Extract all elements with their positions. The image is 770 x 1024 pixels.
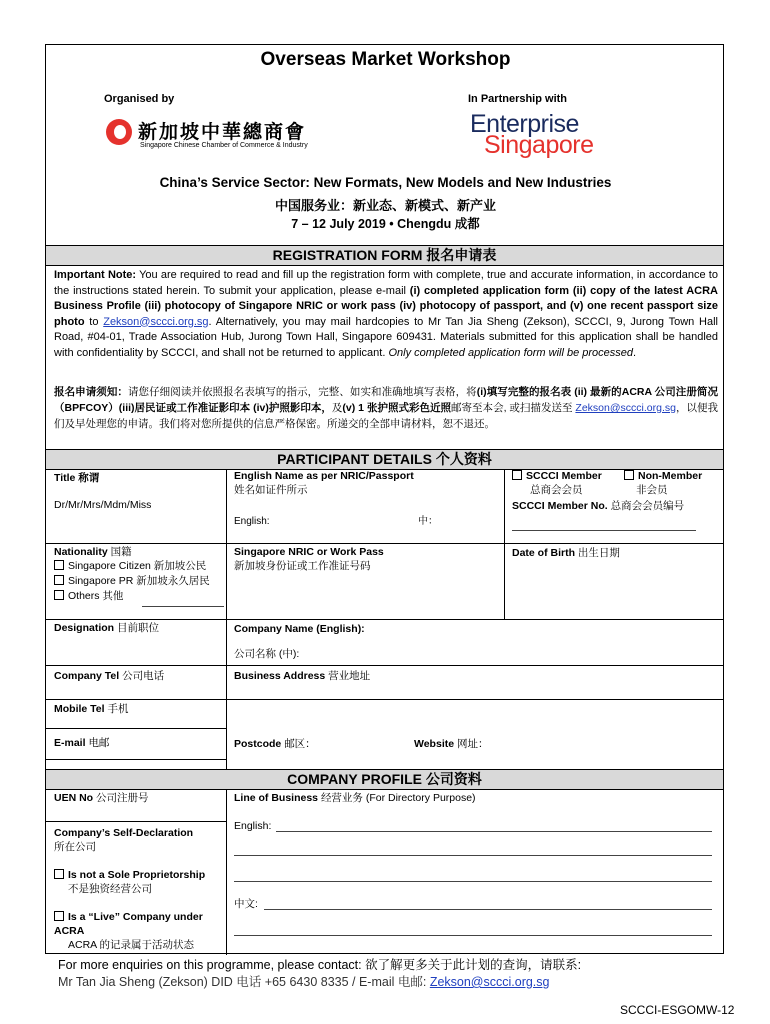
postcode-label: Postcode 邮区： (234, 738, 316, 750)
note-cn-label: 报名申请须知： (54, 386, 128, 398)
others-field[interactable] (142, 606, 224, 607)
footer-email-link[interactable]: Zekson@sccci.org.sg (429, 975, 550, 989)
citizen-checkbox[interactable]: Singapore Citizen 新加坡公民 (54, 559, 206, 573)
note-bold: (i) completed application form (ii) copy of the latest ACRA Business Profile (iii) photocopy of Singapore NRIC or work pass (iv) photocopy of passport, and (v) one recent passport size photo (54, 284, 718, 328)
sccci-logo-cn: 新加坡中華總商會 (138, 121, 307, 143)
title-options[interactable]: Dr/Mr/Mrs/Mdm/Miss (54, 499, 152, 511)
page-title: Overseas Market Workshop (260, 49, 511, 70)
note-cn-email-link[interactable]: Zekson@sccci.org.sg (575, 402, 676, 414)
website-label: Website 网址： (414, 738, 489, 750)
title-label: Title 称谓 (54, 472, 100, 484)
lob-english-field-1[interactable] (276, 831, 712, 832)
lob-english-label: English: (234, 820, 272, 832)
registration-heading: REGISTRATION FORM 报名申请表 (46, 245, 723, 266)
company-name-cn: 公司名称 (中): (234, 648, 300, 660)
name-chinese-field[interactable]: 中： (418, 516, 438, 527)
non-member-cn: 非会员 (636, 484, 668, 496)
note-cn-text-2: 邮寄至本会, 或扫描发送至 (451, 402, 576, 414)
footer-contact: Mr Tan Jia Sheng (Zekson) DID 电话 +65 6430 8335 / E-mail 电邮: Zekson@sccci.org.sg (58, 975, 550, 989)
pr-checkbox[interactable]: Singapore PR 新加坡永久居民 (54, 574, 210, 588)
note-cn-text-1: 请您仔细阅读并依照报名表填写的指示，完整、如实和准确地填写表格，将 (127, 386, 477, 398)
checkbox-icon[interactable] (54, 869, 64, 879)
checkbox-icon[interactable] (624, 470, 634, 480)
partnership-label: In Partnership with (468, 93, 568, 105)
lob-chinese-field-1[interactable] (264, 909, 712, 910)
checkbox-icon[interactable] (54, 560, 64, 570)
lob-english-field-3[interactable] (234, 881, 712, 882)
email-label: E-mail 电邮 (54, 737, 110, 749)
company-tel-label: Company Tel 公司电话 (54, 670, 165, 682)
footer-enquiry: For more enquiries on this programme, please contact: 欲了解更多关于此计划的查询，请联系: (58, 958, 582, 972)
member-no-field[interactable] (512, 530, 696, 531)
member-no-label: SCCCI Member No. 总商会会员编号 (512, 500, 685, 512)
mobile-label: Mobile Tel 手机 (54, 703, 129, 715)
sccci-emblem-icon (106, 119, 132, 145)
sccci-member-checkbox[interactable]: SCCCI Member (512, 469, 602, 483)
note-italic: Only completed application form will be processed (388, 346, 634, 359)
live-company-checkbox[interactable]: Is a “Live” Company under ACRA (54, 911, 203, 937)
note-cn-mid: 及 (331, 402, 343, 414)
non-member-checkbox[interactable]: Non-Member (624, 469, 702, 483)
note-email-link[interactable]: Zekson@sccci.org.sg (103, 315, 209, 328)
dob-label: Date of Birth 出生日期 (512, 547, 620, 559)
live-company-cn: ACRA 的记录属于活动状态 (68, 939, 195, 951)
important-note: Important Note: You are required to read and fill up the registration form with complete, true and accurate information, in accordance to the instructions stated herein. To submit your application, please e-mail (i) completed application form (ii) copy of the latest ACRA Business Profile (iii) photocopy of Singapore NRIC or work pass (iv) photocopy of passport, and (v) one recent passport size photo to Zekson@sccci.org.sg. Alternatively, you may mail hardcopies to Mr Tan Jia Sheng (Zekson), SCCCI, 9, Jurong Town Hall Road, #04-01, Trade Association Hub, Jurong Town Hall, Singapore 609431. Materials submitted for this application shall be handled with confidentiality by SCCCI, and shall not be returned to applicant. Only completed application form will be processed. (54, 269, 718, 359)
nric-label: Singapore NRIC or Work Pass (234, 546, 384, 558)
not-sole-checkbox[interactable]: Is not a Sole Proprietorship (54, 868, 205, 882)
business-address-label: Business Address 营业地址 (234, 670, 371, 682)
note-text-1: You are required to read and fill up the registration form with complete, true and accurate information, in accordance to the instructions stated herein. To submit your application, please e-mail (54, 269, 718, 297)
checkbox-icon[interactable] (54, 911, 64, 921)
note-cn-bold-2: (v) 1 张护照式彩色近照 (342, 402, 452, 414)
esg-logo-line1: Enterprise (470, 110, 579, 138)
sccci-logo-en: Singapore Chinese Chamber of Commerce & Industry (140, 142, 308, 149)
participant-heading: PARTICIPANT DETAILS 个人资料 (46, 449, 723, 470)
designation-label: Designation 目前职位 (54, 622, 160, 634)
esg-logo-line2: Singapore (484, 131, 594, 159)
event-title-cn: 中国服务业：新业态、新模式、新产业 (274, 198, 496, 213)
nric-cn: 新加坡身份证或工作准证号码 (234, 560, 371, 572)
important-note-cn (54, 384, 718, 432)
lob-chinese-field-2[interactable] (234, 935, 712, 936)
event-title-en: China’s Service Sector: New Formats, New Models and New Industries (159, 175, 612, 190)
self-declaration-cn: 所在公司 (54, 841, 96, 853)
event-date-place: 7 – 12 July 2019 • Chengdu 成都 (291, 217, 480, 231)
english-name-cn: 姓名如证件所示 (234, 484, 308, 496)
member-cn: 总商会会员 (530, 484, 583, 496)
checkbox-icon[interactable] (54, 575, 64, 585)
nationality-label: Nationality 国籍 (54, 546, 132, 558)
self-declaration-label: Company’s Self-Declaration (54, 827, 194, 839)
note-text-2: . Alternatively, you may mail hardcopies to Mr Tan Jia Sheng (Zekson), SCCCI, 9, Jurong Town Hall Road, #04-01, Trade Association Hub, Jurong Town Hall, Singapore 609431. Materials submitted for this application shall be handled with confidentiality by SCCCI, and shall not be returned to applicant. (54, 315, 718, 359)
form-frame (45, 44, 724, 954)
note-to: to (84, 315, 104, 328)
document-code: SCCCI-ESGOMW-12 (620, 1003, 735, 1017)
lob-chinese-label: 中文: (234, 898, 258, 910)
uen-label: UEN No 公司注册号 (54, 792, 149, 804)
english-name-label: English Name as per NRIC/Passport (234, 470, 414, 482)
not-sole-cn: 不是独资经营公司 (68, 883, 152, 895)
line-of-business-label: Line of Business 经营业务 (For Directory Purpose) (234, 792, 476, 804)
company-heading: COMPANY PROFILE 公司资料 (46, 769, 723, 790)
note-cn-bold: (i)填写完整的报名表 (ii) 最新的ACRA 公司注册简况（BPFCOY）(iii)居民证或工作准证影印本 (iv)护照影印本， (54, 386, 719, 414)
checkbox-icon[interactable] (54, 590, 64, 600)
esg-logo (470, 111, 630, 161)
organised-by-label: Organised by (104, 93, 175, 105)
sccci-logo (106, 115, 346, 155)
company-name-label: Company Name (English): (234, 623, 365, 635)
checkbox-icon[interactable] (512, 470, 522, 480)
note-label: Important Note: (54, 269, 137, 281)
lob-english-field-2[interactable] (234, 855, 712, 856)
others-checkbox[interactable]: Others 其他 (54, 589, 123, 603)
name-english-field[interactable]: English: (234, 516, 270, 527)
note-cn-text-3: ，以便我们及早处理您的申请。我们将对您所提供的信息严格保密。所递交的全部申请材料，恕不退还。 (54, 402, 718, 430)
